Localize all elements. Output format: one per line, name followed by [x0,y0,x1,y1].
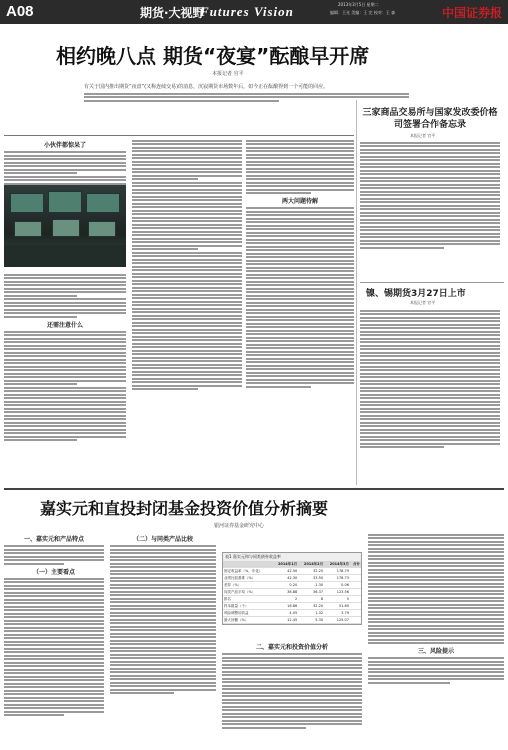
table-cell: 风险调整后收益 [223,610,272,617]
right-headline-1: 三家商品交易所与国家发改委价格司签署合作备忘录 [362,108,498,130]
table-cell: 178.79 [324,568,350,575]
table-cell: -1.30 [298,582,324,589]
right-column-upper [360,140,500,250]
section-heading: （二）与同类产品比较 [132,536,193,543]
masthead [0,0,508,24]
table-body [223,568,361,624]
column-1 [4,138,126,190]
table-cell [350,610,361,617]
table-cell: 排名 [223,596,272,603]
table-row [223,589,361,596]
bottom-headline: 嘉实元和直投封闭基金投资价值分析摘要 [40,499,329,518]
table-cell [350,575,361,582]
date-line: 2013年3月5日 星期二 [338,2,379,7]
table-cell: 4.05 [272,610,298,617]
trading-floor-photo [4,185,126,267]
table-cell: 2 [272,596,298,603]
table-row [223,610,361,617]
table-cell: 8 [298,596,324,603]
table-cell: 123.56 [324,589,350,596]
table-grid [223,561,361,624]
table-cell: 33.50 [298,575,324,582]
table-cell: 125.07 [324,617,350,624]
table-row [223,617,361,624]
table-header: 2014年1月 [272,561,298,568]
table-cell: 5 [324,596,350,603]
section-title-en: Futures Vision [200,4,294,19]
data-table [222,552,362,625]
section-heading: 二、嘉实元和投资价值分析 [255,644,328,651]
subhead-1: 小伙伴都惊呆了 [43,142,86,149]
table-cell: 178.73 [324,575,350,582]
table-row [223,575,361,582]
table-cell: 36.37 [298,589,324,596]
subhead-3: 两大问题待解 [281,198,318,205]
divider [360,282,504,283]
table-cell: 0.06 [324,582,350,589]
table-row [223,603,361,610]
section-heading: 三、风险提示 [417,648,454,655]
table-cell: 1.32 [298,610,324,617]
divider [4,488,504,490]
paper-logo: 中国证券报 [441,6,502,20]
table-cell: 42.30 [272,575,298,582]
bottom-byline: 银河证券基金研究中心 [214,523,265,529]
right-headline-2: 镍、锡期货3月27日上市 [366,289,466,299]
table-cell [350,568,361,575]
section-heading: （一）主要看点 [32,568,75,576]
divider [356,100,357,485]
subhead-2: 还需注意什么 [46,321,83,329]
staff-line: 编辑：王光 美编：王 完 校对：王 森 [330,10,396,15]
table-cell: 0.20 [272,582,298,589]
table-cell: 16.86 [272,603,298,610]
bottom-column-4 [368,532,504,685]
table-row [223,568,361,575]
table-cell: 同类产品平均（%） [223,589,272,596]
table-header: 2014年2月 [298,561,324,568]
column-3 [246,138,354,389]
lead-text: 有关于国内推出期货“夜盘”(又称连续交易)的消息，沉寂期货市场数年后，如今正在酝酿得到一个可能的回应。 [84,84,329,90]
table-row [223,582,361,589]
main-lead [84,84,409,103]
main-headline: 相约晚八点 期货“夜宴”酝酿早开席 [56,44,370,68]
table-cell: 最大回撤（%） [223,617,272,624]
column-2 [132,138,242,392]
table-cell [350,617,361,624]
bottom-column-3 [222,640,362,730]
table-cell [350,589,361,596]
table-cell [350,582,361,589]
table-cell: 32.20 [298,603,324,610]
page-number: A08 [6,3,34,20]
table-cell: 51.60 [324,603,350,610]
table-row [223,596,361,603]
table-cell [350,603,361,610]
table-cell: 5.30 [298,617,324,624]
main-byline: 本报记者 官平 [212,71,244,77]
table-cell: 业绩比较基准（%） [223,575,272,582]
column-1-lower [4,272,126,443]
table-cell: 固定收益率（%，年化） [223,568,272,575]
section-title-cn: 期货·大视野 [140,6,205,20]
right-column-lower [360,308,500,450]
table-cell: 38.88 [272,589,298,596]
divider [4,135,354,136]
table-cell: 3.79 [324,610,350,617]
table-title: 表1 嘉实元和与同类债券收益率 [223,553,361,561]
right-byline-2: 本报记者 官平 [410,300,436,305]
right-byline-1: 本报记者 官平 [410,133,436,138]
table-header: 2014年3月 [324,561,350,568]
table-cell: 32.20 [298,568,324,575]
table-header: 合计 [350,561,361,568]
bottom-column-2 [110,532,216,696]
bottom-column-1 [4,532,104,718]
table-cell: 样本数量（个） [223,603,272,610]
table-cell [350,596,361,603]
table-cell: 42.50 [272,568,298,575]
table-cell: 12.45 [272,617,298,624]
table-cell: 差异（%） [223,582,272,589]
section-heading: 一、嘉实元和产品特点 [23,536,84,543]
